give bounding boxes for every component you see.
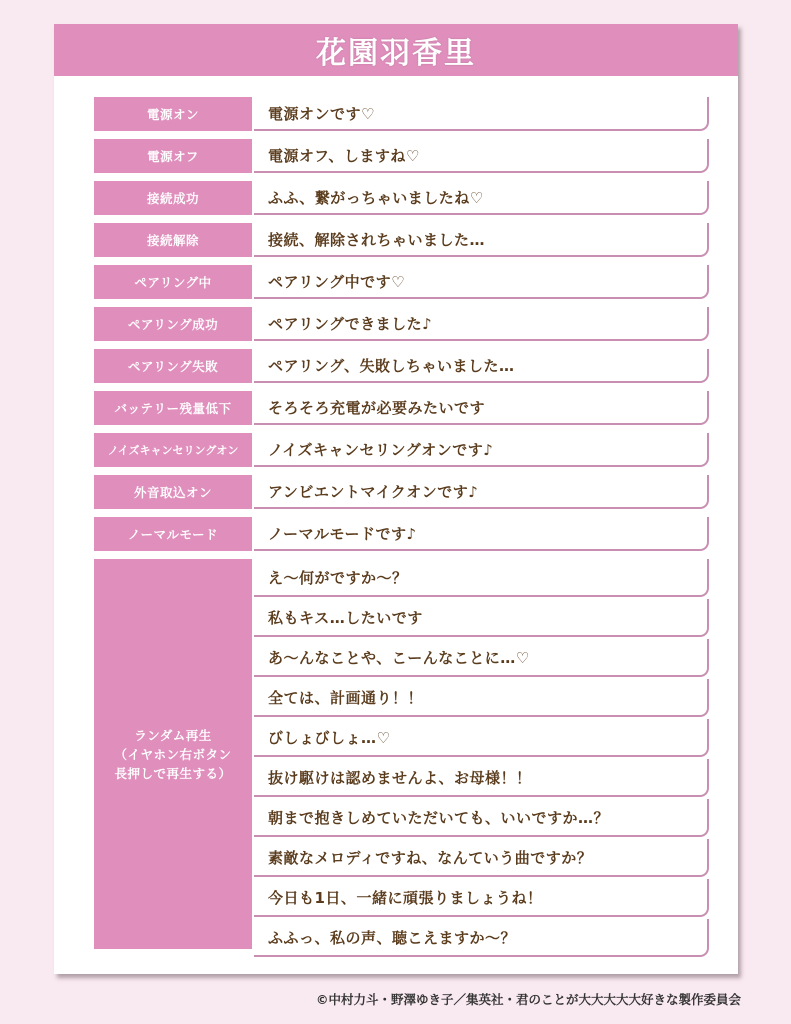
random-label-line: 長押しで再生する） — [114, 765, 232, 781]
row-label: 電源オン — [94, 97, 252, 131]
row-value: 電源オンです♡ — [254, 97, 709, 131]
table-row — [94, 475, 709, 509]
random-playback-label — [94, 559, 252, 949]
random-voice-item: 私もキス…したいです — [254, 599, 709, 637]
table-row — [94, 265, 709, 299]
row-label: ペアリング成功 — [94, 307, 252, 341]
row-value: 電源オフ、しますね♡ — [254, 139, 709, 173]
table-row — [94, 517, 709, 551]
table-row — [94, 223, 709, 257]
character-name-title: 花園羽香里 — [316, 36, 476, 71]
random-label-line: ランダム再生 — [134, 727, 212, 743]
row-value: ペアリング、失敗しちゃいました… — [254, 349, 709, 383]
random-voice-item: あ～んなことや、こーんなことに…♡ — [254, 639, 709, 677]
random-voice-item: え～何がですか～？ — [254, 559, 709, 597]
random-voice-item: 全ては、計画通り！！ — [254, 679, 709, 717]
random-voice-item: 朝まで抱きしめていただいても、いいですか…？ — [254, 799, 709, 837]
row-label: ペアリング失敗 — [94, 349, 252, 383]
row-label: 電源オフ — [94, 139, 252, 173]
random-voice-list — [254, 559, 709, 959]
random-voice-item: 素敵なメロディですね、なんていう曲ですか？ — [254, 839, 709, 877]
table-row — [94, 433, 709, 467]
row-label: 外音取込オン — [94, 475, 252, 509]
row-label: ノーマルモード — [94, 517, 252, 551]
row-label: ノイズキャンセリングオン — [94, 433, 252, 467]
voice-table — [94, 97, 709, 959]
row-value: ふふ、繋がっちゃいましたね♡ — [254, 181, 709, 215]
table-row — [94, 181, 709, 215]
header-bar — [54, 24, 738, 76]
random-voice-item: 抜け駆けは認めませんよ、お母様！！ — [254, 759, 709, 797]
row-label: バッテリー残量低下 — [94, 391, 252, 425]
row-value: ノイズキャンセリングオンです♪ — [254, 433, 709, 467]
table-row — [94, 307, 709, 341]
random-voice-item: びしょびしょ…♡ — [254, 719, 709, 757]
table-row — [94, 391, 709, 425]
random-voice-item: 今日も1日、一緒に頑張りましょうね！ — [254, 879, 709, 917]
row-label: ペアリング中 — [94, 265, 252, 299]
voice-list-card — [54, 24, 738, 974]
row-value: ペアリングできました♪ — [254, 307, 709, 341]
row-label: 接続成功 — [94, 181, 252, 215]
random-label-line: （イヤホン右ボタン — [114, 746, 232, 762]
random-voice-item: ふふっ、私の声、聴こえますか～？ — [254, 919, 709, 957]
row-label: 接続解除 — [94, 223, 252, 257]
copyright-notice: ©中村力斗・野澤ゆき子／集英社・君のことが大大大大大好きな製作委員会 — [315, 992, 741, 1007]
row-value: アンビエントマイクオンです♪ — [254, 475, 709, 509]
row-value: ペアリング中です♡ — [254, 265, 709, 299]
random-playback-section — [94, 559, 709, 959]
table-row — [94, 97, 709, 131]
table-row — [94, 139, 709, 173]
row-value: そろそろ充電が必要みたいです — [254, 391, 709, 425]
table-row — [94, 349, 709, 383]
row-value: 接続、解除されちゃいました… — [254, 223, 709, 257]
row-value: ノーマルモードです♪ — [254, 517, 709, 551]
